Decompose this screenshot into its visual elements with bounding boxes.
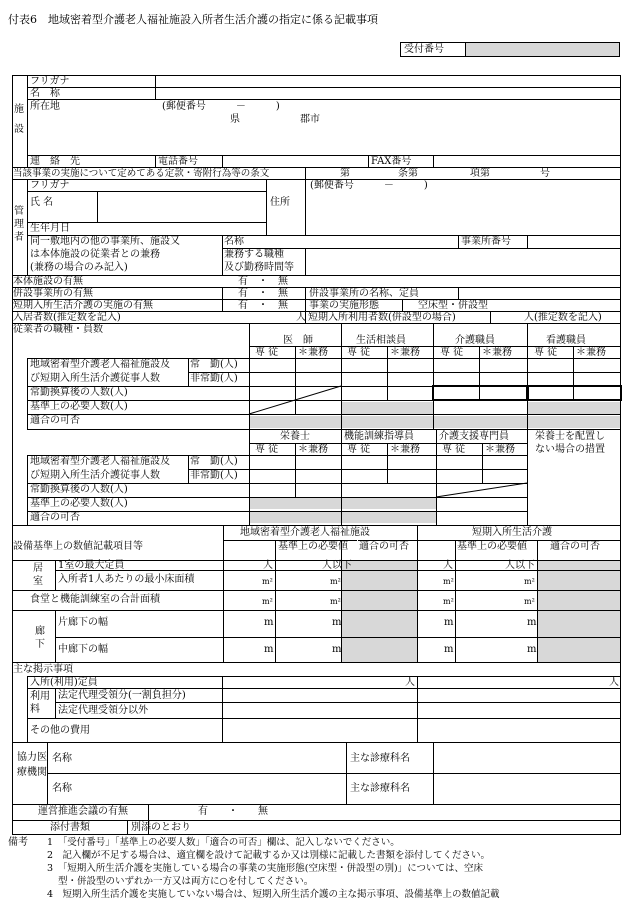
combined-office-yesno[interactable]: 有 ・ 無 [238,288,288,299]
unit-below: 人以下 [505,560,535,571]
single-corridor-label: 片廊下の幅 [58,617,108,628]
notes-label: 備考 [8,837,28,848]
manager-other-name-label: 名称 [224,236,244,247]
manager-concurrent-line1: 同一敷地内の他の事業所、施設又 [30,236,180,247]
part-time-header: ＊兼務 [390,347,420,358]
facility-address-label: 所在地 [30,101,60,112]
equipment-shortstay-header: 短期入所生活介護 [472,527,552,538]
facility-furigana-label: フリガナ [30,76,70,87]
unit-m: m [332,644,342,655]
coop-dept-label-1: 主な診療科名 [350,753,410,764]
notice-legal1-label: 法定代理受領分(一割負担分) [58,690,186,701]
unit-m2: m² [262,577,273,586]
regulation-dai: 第 [340,168,350,179]
regulation-label: 当該事業の実施について定めてある定款・寄附行為等の条文 [13,168,270,179]
unit-m2: m² [443,577,454,586]
shortstay-form-label: 事業の実施形態 [309,300,379,311]
unit-m: m [444,644,454,655]
facility-city: 郡市 [300,114,320,125]
full-time-header: 専 従 [442,444,466,455]
notice-legal2-label: 法定代理受領分以外 [58,705,148,716]
equipment-ok-header-2: 適合の可否 [550,541,600,552]
coop-dept-label-2: 主な診療科名 [350,783,410,794]
corridor-label: 廊下 [35,626,45,650]
full-time-header: 専 従 [534,347,558,358]
full-time-header: 専 従 [440,347,464,358]
council-label: 運営推進会議の有無 [38,806,128,817]
receipt-label: 受付番号 [404,44,444,55]
main-facility-yesno[interactable]: 有 ・ 無 [238,276,288,287]
regulation-jo: 条第 [398,168,418,179]
manager-duty-line2: 及び勤務時間等 [224,262,294,273]
capacity-label: 入居者数(推定数を記入) [13,312,121,323]
council-yesno[interactable]: 有 ・ 無 [198,806,268,817]
note-1: 1 「受付番号」「基準上の必要人数」「適合の可否」欄は、記入しないでください。 [47,837,400,848]
fte-label: 常勤換算後の人数(人) [30,387,128,398]
unit-m: m [527,644,537,655]
manager-name-label: 氏 名 [30,197,54,208]
unit-m: m [264,617,274,628]
facility-pref: 県 [230,114,240,125]
note-2: 2 記入欄が不足する場合は、適宜欄を設けて記載するか又は別様に記載した書類を添付してください。 [47,850,491,861]
coop-name-label-1: 名称 [52,753,72,764]
facility-phone-label: 電話番号 [158,156,198,167]
unit-m: m [527,617,537,628]
short-capacity-unit: 人(推定数を記入) [524,312,602,323]
regulation-go: 号 [540,168,550,179]
note-4: 4 短期入所生活介護を実施していない場合は、短期入所生活介護の主な掲示事項、設備基準上の数値記載 [47,889,500,900]
main-facility-label: 本体施設の有無 [13,276,83,287]
unit-m2: m² [330,577,341,586]
manager-office-number-label: 事業所番号 [461,236,511,247]
full-time-header: 専 従 [347,444,371,455]
staff-row-label-line2: び短期入所生活介護従事人数 [30,373,160,384]
notice-capacity-unit-2: 人 [609,677,619,688]
unit-m2: m² [330,597,341,606]
job-nutritionist: 栄養士 [280,431,310,442]
nonregular-label: 非常勤(人) [190,470,238,481]
notice-other-label: その他の費用 [30,725,90,736]
unit-m2: m² [443,597,454,606]
coop-medical-label: 協力医療機関 [17,752,47,778]
dining-area-label: 食堂と機能訓練室の合計面積 [30,594,160,605]
equipment-req-header-2: 基準上の必要値 [457,541,527,552]
part-time-header: ＊兼務 [576,347,606,358]
regular-label: 常 勤(人) [190,359,238,370]
required-label: 基準上の必要人数(人) [30,498,128,509]
nutritionist-note-line2: ない場合の措置 [535,444,605,455]
unit-m2: m² [262,597,273,606]
manager-birth-label: 生年月日 [30,223,70,234]
facility-postal: (郵便番号 － ) [162,101,280,112]
job-care-manager: 介護支援専門員 [439,431,509,442]
regulation-ko: 項第 [470,168,490,179]
combined-office-label: 併設事業所の有無 [13,288,93,299]
notice-capacity-label: 入所(利用)定員 [30,677,98,688]
unit-m: m [332,617,342,628]
note-3-line2: 型・併設型のいずれか一方又は両方に○を付してください。 [58,876,314,887]
facility-contact-label: 連 絡 先 [30,156,80,167]
combined-name-label: 併設事業所の名称、定員 [309,288,419,299]
job-caregiver: 介護職員 [455,335,495,346]
unit-m2: m² [524,597,535,606]
coop-name-label-2: 名称 [52,783,72,794]
equipment-req-header: 基準上の必要値 [278,541,348,552]
manager-furigana-label: フリガナ [30,180,70,191]
unit-person: 人 [443,560,453,571]
short-capacity-label: 短期入所利用者数(併設型の場合) [308,312,456,323]
suitable-label: 適合の可否 [30,415,80,426]
notice-title: 主な掲示事項 [13,664,73,675]
nonregular-label: 非常勤(人) [190,373,238,384]
job-doctor: 医 師 [283,335,313,346]
full-time-header: 専 従 [255,347,279,358]
unit-below: 人以下 [322,560,352,571]
staff2-row-label-line1: 地域密着型介護老人福祉施設及 [30,456,170,467]
unit-m: m [444,617,454,628]
note-3-line1: 3 「短期入所生活介護を実施している場合の事業の実施形態(空床型・併設型の別)」については、空床 [47,863,484,874]
manager-concurrent-line3: (兼務の場合のみ記入) [30,262,128,273]
equipment-title: 設備基準上の数値記載項目等 [13,541,143,552]
job-trainer: 機能訓練指導員 [344,431,414,442]
nutritionist-note-line1: 栄養士を配置し [535,431,605,442]
facility-section-label: 施設 [14,104,24,135]
room-label: 居室 [33,563,43,587]
part-time-header: ＊兼務 [298,444,328,455]
attach-value: 別添のとおり [131,822,191,833]
required-label: 基準上の必要人数(人) [30,401,128,412]
unit-person: 人 [263,560,273,571]
page-title: 付表6 地域密着型介護老人福祉施設入所者生活介護の指定に係る記載事項 [8,13,378,26]
full-time-header: 専 従 [255,444,279,455]
shortstay-label: 短期入所生活介護の実施の有無 [13,300,153,311]
part-time-header: ＊兼務 [485,444,515,455]
suitable-label: 適合の可否 [30,512,80,523]
staff-title: 従業者の職種・員数 [13,324,103,335]
equipment-facility-header: 地域密着型介護老人福祉施設 [240,527,370,538]
unit-m: m [264,644,274,655]
shortstay-type[interactable]: 空床型・併設型 [418,300,488,311]
manager-section-label: 管理者 [14,206,24,243]
job-counselor: 生活相談員 [356,335,406,346]
manager-address-label: 住所 [270,197,290,208]
max-per-room-label: 1室の最大定員 [58,560,125,571]
regular-label: 常 勤(人) [190,456,238,467]
equipment-ok-header: 適合の可否 [359,541,409,552]
full-time-header: 専 従 [347,347,371,358]
middle-corridor-label: 中廊下の幅 [58,644,108,655]
part-time-header: ＊兼務 [390,444,420,455]
facility-name-label: 名 称 [30,88,60,99]
fte-label: 常勤換算後の人数(人) [30,484,128,495]
part-time-header: ＊兼務 [298,347,328,358]
staff-row-label-line1: 地域密着型介護老人福祉施設及 [30,359,170,370]
shortstay-yesno[interactable]: 有 ・ 無 [238,300,288,311]
manager-duty-line1: 兼務する職種 [224,249,284,260]
part-time-header: ＊兼務 [482,347,512,358]
unit-m2: m² [524,577,535,586]
job-nurse: 看護職員 [546,335,586,346]
staff2-row-label-line2: び短期入所生活介護従事人数 [30,470,160,481]
min-area-label: 入所者1人あたりの最小床面積 [58,574,195,585]
attach-label: 添付書類 [50,822,90,833]
manager-postal: (郵便番号 － ) [310,180,428,191]
facility-fax-label: FAX番号 [371,156,412,167]
notice-fee-label: 利用料 [30,691,50,715]
notice-capacity-unit: 人 [405,677,415,688]
manager-concurrent-line2: は本体施設の従業者との兼務 [30,249,160,260]
capacity-unit: 人 [296,312,306,323]
